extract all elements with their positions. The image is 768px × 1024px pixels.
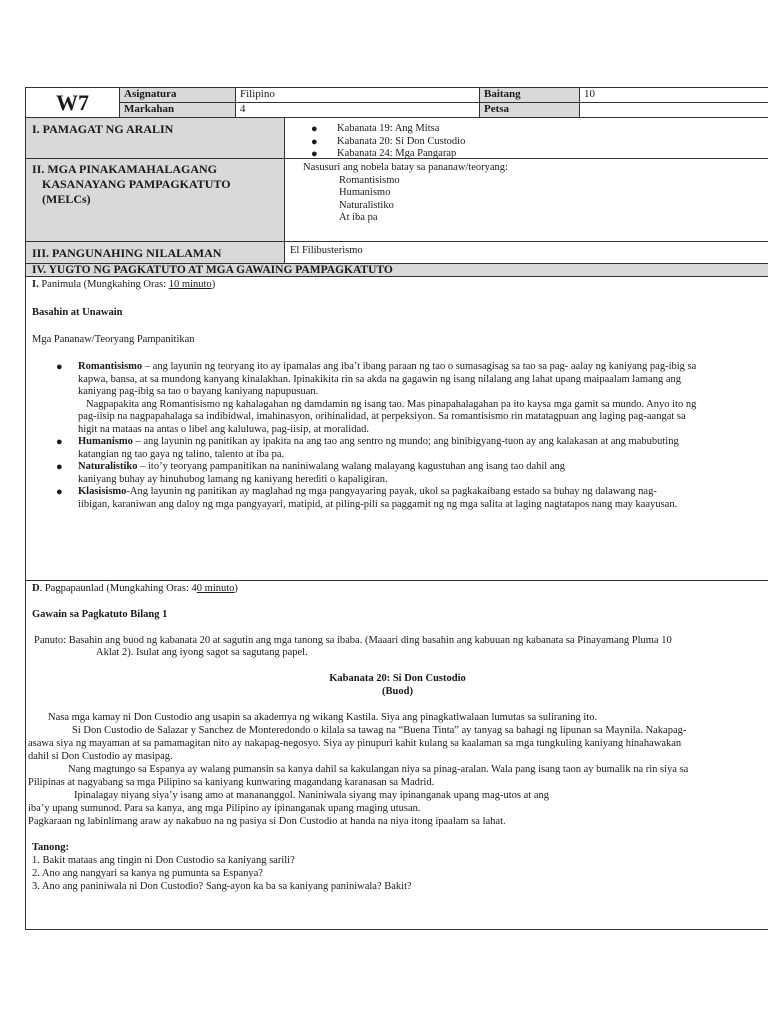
list-item: Humanismo [339, 187, 391, 198]
baitang-value: 10 [584, 88, 595, 100]
section3-content-cell [285, 242, 768, 264]
pagpapaunlad-label: D. Pagpapaunlad (Mungkahing Oras: 40 minuto) [32, 583, 238, 594]
section1-title: I. PAMAGAT NG ARALIN [32, 122, 174, 136]
lesson-plan-page [25, 87, 768, 930]
petsa-value-cell [580, 103, 768, 118]
story-title: Kabanata 20: Si Don Custodio [329, 673, 466, 684]
theory-list [56, 361, 696, 511]
section2-title-line2: KASANAYANG PAMPAGKATUTO [42, 177, 231, 191]
baitang-label: Baitang [484, 88, 521, 100]
list-item: At iba pa [339, 212, 378, 223]
petsa-label: Petsa [484, 103, 510, 115]
section2-content-cell [285, 159, 768, 242]
list-item: ● Humanismo – ang layunin ng panitikan ay ipakita na ang tao ang sentro ng mundo; ang binibigyang-tuon ay ang kalakasan at ang mabubuting katangian ng tao gaya ng talino, talento at iba pa. [56, 436, 679, 460]
section4-title: IV. YUGTO NG PAGKATUTO AT MGA GAWAING PAMPAGKATUTO [32, 264, 393, 276]
story-line: asawa siya ng mayaman at sa pamamagitan nito ay nakapag-negosyo. Siya ay pinupuri kahit kulang sa kaalaman sa mga tungkuling kaniyang hinahawakan [28, 738, 682, 749]
markahan-value: 4 [240, 103, 246, 115]
panuto-line1: Panuto: Basahin ang buod ng kabanata 20 at sagutin ang mga tanong sa ibaba. (Maaari ding basahin ang kabuuan ng kabanata sa Pinayamang Pluma 10 [34, 635, 672, 646]
section1-content-cell [285, 118, 768, 159]
bullet-dot-icon: ● [311, 123, 318, 135]
story-line: Si Don Custodio de Salazar y Sanchez de Monteredondo o kilala sa tawag na “Buena Tinta” ay tanyag sa bahagi ng lipunan sa Maynila. Nakapag- [72, 725, 687, 736]
main-content-value: El Filibusterismo [290, 245, 363, 256]
section3-title: III. PANGUNAHING NILALAMAN [32, 246, 222, 260]
markahan-value-cell [236, 103, 480, 118]
panimula-heading: Basahin at Unawain [32, 307, 123, 318]
markahan-label: Markahan [124, 103, 175, 115]
story-line: Ipinalagay niyang siya’y isang amo at manananggol. Naniniwala siyang may ipinanganak upang mag-utos at ang [74, 790, 549, 801]
question-item: 1. Bakit mataas ang tingin ni Don Custodio sa kaniyang sarili? [32, 855, 295, 866]
bullet-dot-icon: ● [56, 486, 63, 498]
story-line: iba’y upang sumunod. Para sa kanya, ang mga Pilipino ay ipinanganak upang maging utusan. [28, 803, 421, 814]
story-subtitle: (Buod) [382, 686, 413, 697]
week-label: W7 [56, 90, 89, 115]
petsa-label-cell [480, 103, 580, 118]
asignatura-value: Filipino [240, 88, 275, 100]
section3-title-cell [26, 242, 285, 264]
list-item: ● Kabanata 24: Mga Pangarap [311, 148, 457, 160]
section2-title-line3: (MELCs) [42, 192, 91, 206]
story-line: Nang magtungo sa Espanya ay walang pumansin sa kanya dahil sa kakulangan niya sa pinag-aralan. Wala pang isang taon ay bumalik na rin siya sa [68, 764, 689, 775]
markahan-label-cell [120, 103, 236, 118]
bullet-dot-icon: ● [56, 436, 63, 448]
panimula-label: I. Panimula (Mungkahing Oras: 10 minuto) [32, 279, 216, 290]
baitang-label-cell [480, 88, 580, 103]
question-item: 2. Ano ang nangyari sa kanya ng pumunta sa Espanya? [32, 868, 263, 879]
question-item: 3. Ano ang paniniwala ni Don Custodio? Sang-ayon ka ba sa kaniyang paniniwala? Bakit? [32, 881, 412, 892]
bullet-dot-icon: ● [56, 361, 63, 373]
melc-list [303, 175, 768, 225]
list-item: ● Kabanata 20: Si Don Custodio [311, 135, 466, 148]
list-item: ● Klasisismo-Ang layunin ng panitikan ay maglahad ng mga pangyayaring payak, ukol sa pagkakaibang estado sa buhay ng dalawang nag- iibigan, karaniwan ang daloy ng mga pangyayari, matipid, at piling-pili sa paggamit ng ng mga salita at laging nagtatapos nang may kaayusan. [56, 486, 678, 510]
asignatura-value-cell [236, 88, 480, 103]
panuto-line2: Aklat 2). Isulat ang iyong sagot sa sagutang papel. [96, 647, 308, 658]
story-line: Pilipinas at nagyabang sa mga Pilipino sa kaniyang kunwaring magandang karanasan sa Madrid. [28, 777, 435, 788]
pagpapaunlad-block [26, 581, 768, 931]
baitang-value-cell [580, 88, 768, 103]
bullet-dot-icon: ● [311, 148, 318, 160]
list-item: ● Naturalistiko – ito’y teoryang pampanitikan na naniniwalang walang malayang kagustuhan ang isang tao dahil ang kaniyang buhay ay hinuhubog lamang ng kaniyang herediti o kapaligiran. [56, 461, 565, 485]
bullet-dot-icon: ● [311, 135, 318, 148]
story-line: Nasa mga kamay ni Don Custodio ang usapin sa akademya ng wikang Kastila. Siya ang pinagkatiwalaan lumutas sa suliraning ito. [48, 712, 598, 723]
asignatura-label: Asignatura [124, 88, 177, 100]
asignatura-label-cell [120, 88, 236, 103]
story-line: dahil si Don Custodio ay masipag. [28, 751, 173, 762]
week-cell [26, 88, 120, 118]
list-item: ● Romantisismo – ang layunin ng teoryang ito ay ipamalas ang iba’t ibang paraan ng tao o sumasagisag sa tao sa pag- aalay ng kaniyang pag-ibig sa kapwa, bansa, at sa mundong kanyang kinalakhan. Ipinakikita rin sa akda na gagawin ng isang nilalang ang lahat upang maipaalam lamang ang kaniyang pag-ibig sa tao o bayang kaniyang napupusuan. Nagpapakita ang Romantisismo ng kahalagahan ng damdamin ng isang tao. Mas pinapahalagahan pa ito kaysa mga gamit sa mundo. Anyo ito ng pag-iisip na nagpapahalaga sa indibidwal, imahinasyon, orihinalidad, at perpeksiyon. Sa romantisismo rin matatagpuan ang laging pag-aangat sa higit na mataas na antas o libel ang kaluluwa, pag-iisip, at moralidad. [56, 361, 697, 435]
tanong-label: Tanong: [32, 842, 69, 853]
list-item: Naturalistiko [339, 199, 394, 211]
activity-heading: Gawain sa Pagkatuto Bilang 1 [32, 609, 168, 620]
section1-title-cell [26, 118, 285, 159]
section2-title-cell [26, 159, 285, 242]
story-line: Pagkaraan ng labinlimang araw ay nakabuo na ng pasiya si Don Custodio at handa na niya itong ipaalam sa lahat. [28, 816, 506, 827]
lesson-title-list [311, 123, 768, 161]
section2-title-line1: II. MGA PINAKAMAHALAGANG [32, 162, 217, 176]
list-item: ● Kabanata 19: Ang Mitsa [311, 123, 440, 135]
section4-title-cell [26, 264, 768, 277]
bullet-dot-icon: ● [56, 461, 63, 473]
panimula-block [26, 277, 768, 581]
list-item: Romantisismo [339, 174, 400, 186]
melc-intro: Nasusuri ang nobela batay sa pananaw/teoryang: [303, 162, 508, 173]
panimula-subheading: Mga Pananaw/Teoryang Pampanitikan [32, 334, 195, 345]
